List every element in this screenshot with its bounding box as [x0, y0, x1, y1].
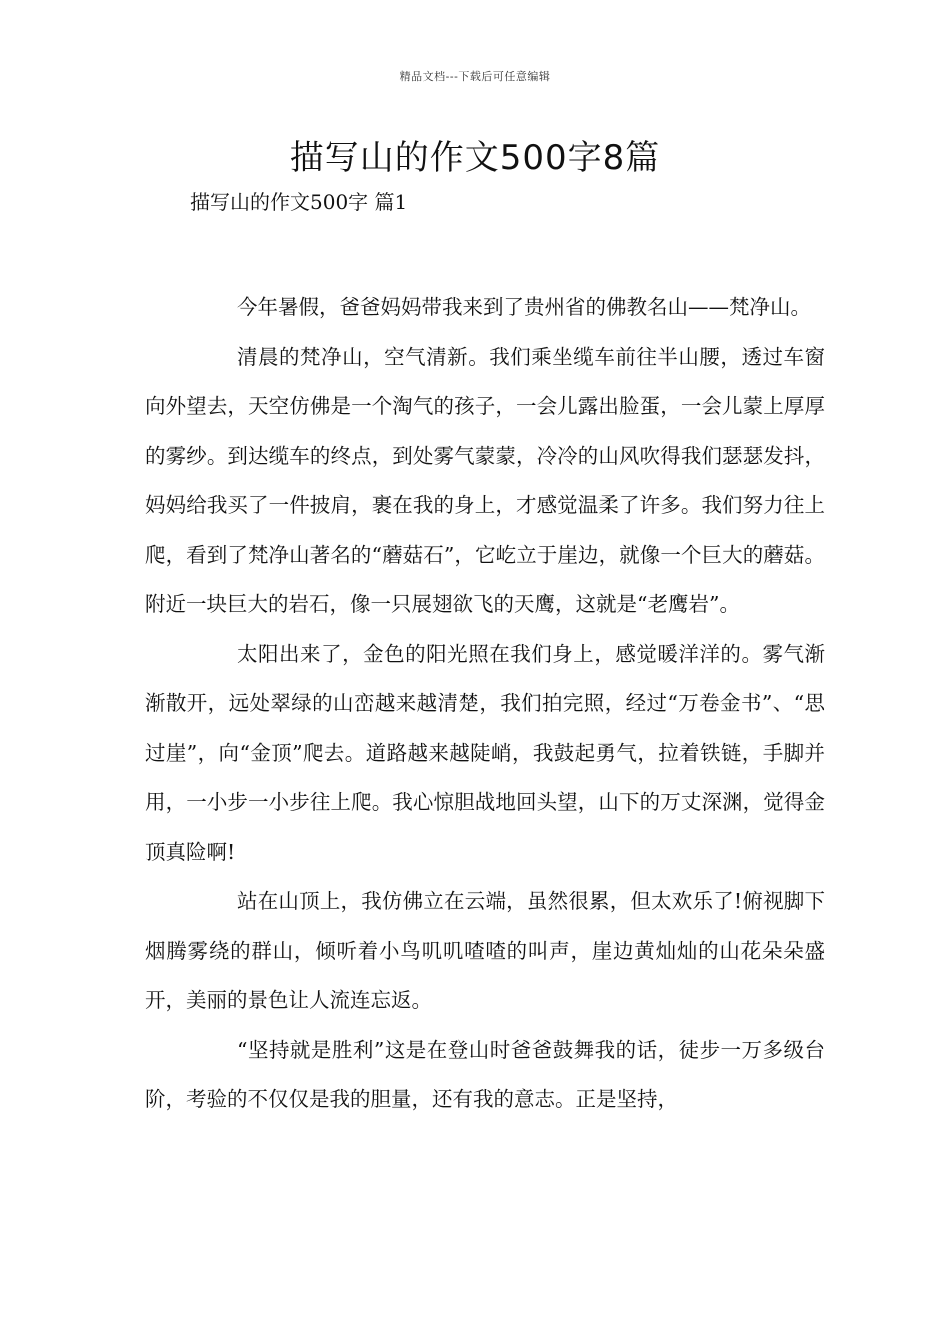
document-title: 描写山的作文500字8篇: [289, 138, 661, 178]
header-note: 精品文档---下载后可任意编辑: [399, 70, 551, 83]
article-body: [145, 283, 825, 1125]
paragraph: 站在山顶上，我仿佛立在云端，虽然很累，但太欢乐了!俯视脚下烟腾雾绕的群山，倾听着小鸟叽叽喳喳的叫声，崖边黄灿灿的山花朵朵盛开，美丽的景色让人流连忘返。: [145, 889, 825, 1012]
paragraph: 今年暑假，爸爸妈妈带我来到了贵州省的佛教名山——梵净山。: [237, 295, 811, 319]
section-heading: 描写山的作文500字 篇1: [190, 190, 408, 214]
paragraph: 太阳出来了，金色的阳光照在我们身上，感觉暖洋洋的。雾气渐渐散开，远处翠绿的山峦越来越清楚，我们拍完照，经过“万卷金书”、“思过崖”，向“金顶”爬去。道路越来越陡峭，我鼓起勇气，拉着铁链，手脚并用，一小步一小步往上爬。我心惊胆战地回头望，山下的万丈深渊，觉得金顶真险啊!: [145, 641, 825, 864]
paragraph: “坚持就是胜利”这是在登山时爸爸鼓舞我的话，徒步一万多级台阶，考验的不仅仅是我的胆量，还有我的意志。正是坚持，: [145, 1037, 825, 1111]
paragraph: 清晨的梵净山，空气清新。我们乘坐缆车前往半山腰，透过车窗向外望去，天空仿佛是一个淘气的孩子，一会儿露出脸蛋，一会儿蒙上厚厚的雾纱。到达缆车的终点，到处雾气蒙蒙，冷冷的山风吹得我们瑟瑟发抖，妈妈给我买了一件披肩，裹在我的身上，才感觉温柔了许多。我们努力往上爬，看到了梵净山著名的“蘑菇石”，它屹立于崖边，就像一个巨大的蘑菇。附近一块巨大的岩石，像一只展翅欲飞的天鹰，这就是“老鹰岩”。: [145, 344, 825, 616]
